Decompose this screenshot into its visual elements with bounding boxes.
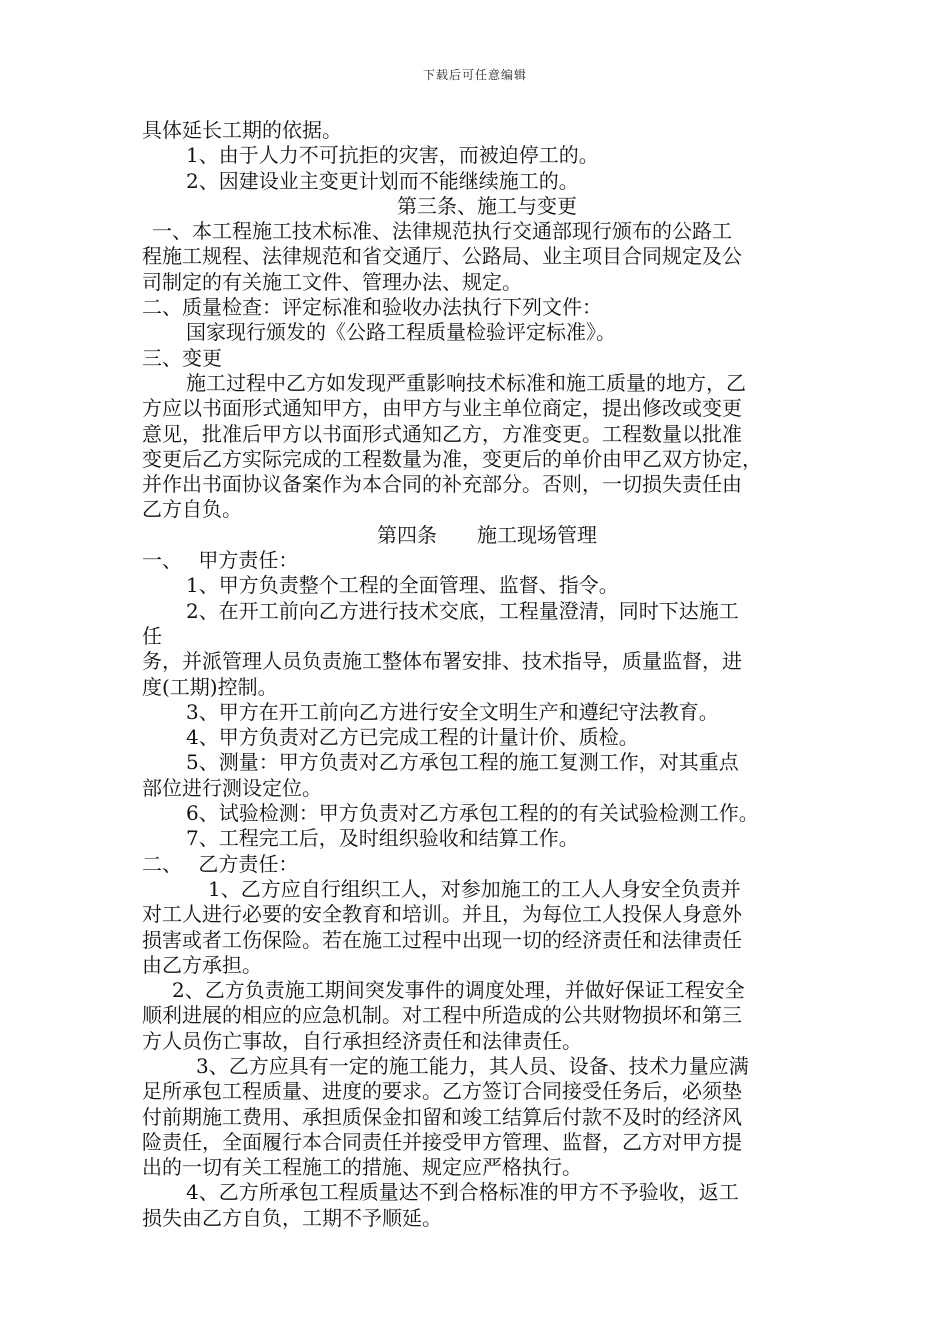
text-line: 1、由于人力不可抗拒的灾害，而被迫停工的。 (186, 143, 599, 168)
text-line: 并作出书面协议备案作为本合同的补充部分。否则，一切损失责任由 (142, 472, 742, 497)
section-heading: 第四条 施工现场管理 (377, 522, 597, 547)
section-heading: 第三条、施工与变更 (397, 193, 577, 218)
text-line: 由乙方承担。 (142, 952, 262, 977)
text-line: 2、乙方负责施工期间突发事件的调度处理，并做好保证工程安全 (172, 978, 745, 1003)
text-line: 方应以书面形式通知甲方，由甲方与业主单位商定，提出修改或变更 (142, 396, 742, 421)
text-line: 4、甲方负责对乙方已完成工程的计量计价、质检。 (186, 725, 639, 750)
text-line: 顺利进展的相应的应急机制。对工程中所造成的公共财物损坏和第三 (142, 1003, 742, 1028)
text-line: 对工人进行必要的安全教育和培训。并且，为每位工人投保人身意外 (142, 902, 742, 927)
text-line: 5、测量：甲方负责对乙方承包工程的施工复测工作，对其重点 (186, 750, 739, 775)
text-line: 1、乙方应自行组织工人，对参加施工的工人人身安全负责并 (208, 876, 741, 901)
text-line: 付前期施工费用、承担质保金扣留和竣工结算后付款不及时的经济风 (142, 1104, 742, 1129)
text-line: 2、在开工前向乙方进行技术交底，工程量澄清，同时下达施工 (186, 598, 739, 623)
text-line: 3、甲方在开工前向乙方进行安全文明生产和遵纪守法教育。 (186, 699, 719, 724)
text-line: 施工过程中乙方如发现严重影响技术标准和施工质量的地方，乙 (186, 370, 746, 395)
text-line: 变更后乙方实际完成的工程数量为准，变更后的单价由甲乙双方协定， (142, 446, 762, 471)
text-line: 4、乙方所承包工程质量达不到合格标准的甲方不予验收，返工 (186, 1180, 739, 1205)
text-line: 6、试验检测：甲方负责对乙方承包工程的的有关试验检测工作。 (186, 801, 759, 826)
text-line: 程施工规程、法律规范和省交通厅、公路局、业主项目合同规定及公 (142, 244, 742, 269)
text-line: 意见，批准后甲方以书面形式通知乙方，方准变更。工程数量以批准 (142, 421, 742, 446)
text-line: 二、质量检查：评定标准和验收办法执行下列文件： (142, 295, 602, 320)
text-line: 足所承包工程质量、进度的要求。乙方签订合同接受任务后，必须垫 (142, 1079, 742, 1104)
text-line: 损失由乙方自负，工期不予顺延。 (142, 1205, 442, 1230)
text-line: 司制定的有关施工文件、管理办法、规定。 (142, 269, 522, 294)
text-line: 出的一切有关工程施工的措施、规定应严格执行。 (142, 1155, 582, 1180)
text-line: 3、乙方应具有一定的施工能力，其人员、设备、技术力量应满 (196, 1053, 749, 1078)
text-line: 7、工程完工后，及时组织验收和结算工作。 (186, 826, 579, 851)
text-line: 一、本工程施工技术标准、法律规范执行交通部现行颁布的公路工 (152, 219, 732, 244)
text-line: 险责任，全面履行本合同责任并接受甲方管理、监督，乙方对甲方提 (142, 1129, 742, 1154)
text-line: 1、甲方负责整个工程的全面管理、监督、指令。 (186, 573, 619, 598)
text-line: 度(工期)控制。 (142, 674, 278, 699)
text-line: 部位进行测设定位。 (142, 775, 322, 800)
page-header: 下载后可任意编辑 (422, 68, 527, 82)
text-line: 务，并派管理人员负责施工整体布署安排、技术指导，质量监督，进 (142, 649, 742, 674)
text-line: 乙方自负。 (142, 497, 242, 522)
text-line: 2、因建设业主变更计划而不能继续施工的。 (186, 168, 579, 193)
text-line: 具体延长工期的依据。 (142, 118, 342, 142)
text-line: 三、变更 (142, 345, 222, 370)
text-line: 损害或者工伤保险。若在施工过程中出现一切的经济责任和法律责任 (142, 927, 742, 952)
document-body (142, 118, 832, 1231)
text-line: 二、 乙方责任： (142, 851, 299, 876)
text-line: 国家现行颁发的《公路工程质量检验评定标准》。 (186, 320, 616, 345)
text-line: 方人员伤亡事故，自行承担经济责任和法律责任。 (142, 1028, 582, 1053)
text-line: 一、 甲方责任： (142, 548, 299, 573)
text-line: 任 (142, 623, 162, 648)
